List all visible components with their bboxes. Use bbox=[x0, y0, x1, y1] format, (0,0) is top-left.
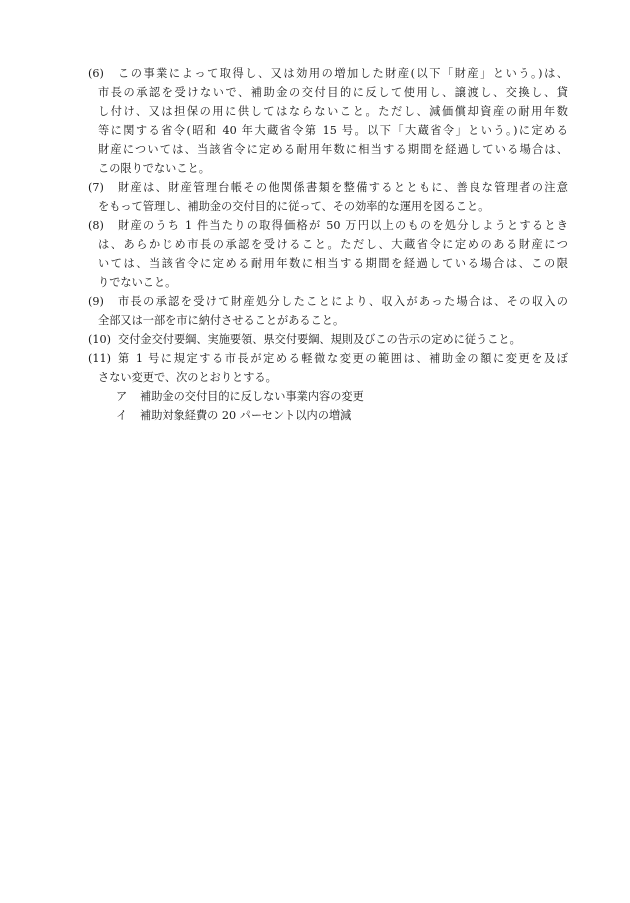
clause-9 bbox=[88, 292, 568, 330]
clause-line: 財産は、財産管理台帳その他関係書類を整備するとともに、善良な管理者の注意 bbox=[118, 181, 568, 194]
clause-body bbox=[98, 178, 568, 216]
sub-item-a bbox=[116, 387, 568, 406]
clause-number: (7) bbox=[88, 181, 104, 194]
clause-line: 交付金交付要綱、実施要領、県交付要綱、規則及びこの告示の定めに従うこと。 bbox=[118, 333, 521, 346]
clause-line: 全部又は一部を市に納付させることがあること。 bbox=[98, 314, 345, 327]
clause-10 bbox=[88, 330, 568, 349]
clause-7 bbox=[88, 178, 568, 216]
clause-body bbox=[98, 216, 568, 292]
clause-line: し付け、又は担保の用に供してはならないこと。ただし、減価償却資産の耐用年数 bbox=[98, 105, 568, 118]
clause-body bbox=[98, 292, 568, 330]
sub-item-text: 補助金の交付目的に反しない事業内容の変更 bbox=[140, 390, 364, 403]
sub-item-text: 補助対象経費の 20 パーセント以内の増減 bbox=[140, 409, 352, 422]
clause-line: この限りでないこと。 bbox=[98, 162, 210, 175]
clause-line: は、あらかじめ市長の承認を受けること。ただし、大蔵省令に定めのある財産につ bbox=[98, 238, 568, 251]
clause-number: (10) bbox=[88, 333, 111, 346]
clause-line: さない変更で、次のとおりとする。 bbox=[98, 371, 277, 384]
sub-item-mark: ア bbox=[116, 390, 128, 403]
clause-11 bbox=[88, 349, 568, 387]
clause-line: 等に関する省令(昭和 40 年大蔵省令第 15 号。以下「大蔵省令」という。)に定める bbox=[98, 124, 568, 137]
document-body bbox=[88, 64, 568, 425]
sub-item-i bbox=[116, 406, 568, 425]
clause-number: (6) bbox=[88, 67, 104, 80]
clause-line: をもって管理し、補助金の交付目的に従って、その効率的な運用を図ること。 bbox=[98, 200, 490, 213]
clause-number: (9) bbox=[88, 295, 104, 308]
clause-6 bbox=[88, 64, 568, 178]
clause-body bbox=[98, 64, 568, 178]
clause-line: 財産については、当該省令に定める耐用年数に相当する期間を経過している場合は、 bbox=[98, 143, 568, 156]
clause-8 bbox=[88, 216, 568, 292]
clause-line: りでないこと。 bbox=[98, 276, 177, 289]
clause-number: (11) bbox=[88, 352, 111, 365]
clause-line: 市長の承認を受けて財産処分したことにより、収入があった場合は、その収入の bbox=[118, 295, 568, 308]
clause-line: 第 1 号に規定する市長が定める軽微な変更の範囲は、補助金の額に変更を及ぼ bbox=[118, 352, 568, 365]
clause-line: いては、当該省令に定める耐用年数に相当する期間を経過している場合は、この限 bbox=[98, 257, 568, 270]
clause-number: (8) bbox=[88, 219, 104, 232]
sub-item-mark: イ bbox=[116, 409, 128, 422]
clause-body bbox=[118, 330, 568, 349]
clause-line: 財産のうち 1 件当たりの取得価格が 50 万円以上のものを処分しようとするとき bbox=[118, 219, 568, 232]
clause-line: この事業によって取得し、又は効用の増加した財産(以下「財産」という。)は、 bbox=[118, 67, 568, 80]
clause-line: 市長の承認を受けないで、補助金の交付目的に反して使用し、譲渡し、交換し、貸 bbox=[98, 86, 568, 99]
